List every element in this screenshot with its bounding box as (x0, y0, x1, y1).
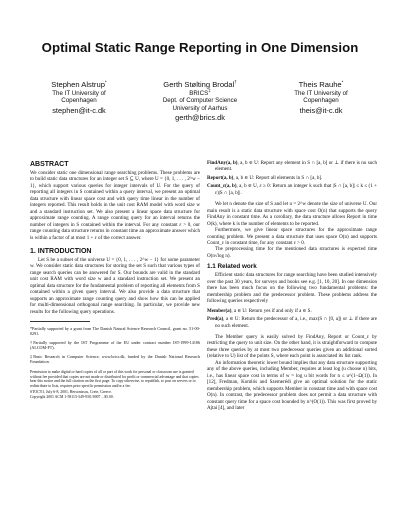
body-paragraph: We let n denote the size of S and let u = 2^w denote the size of universe U. Our main result is a static data structure with space cost O(n) that supports the query FindAny in constant time. As a corollary, the data structure allows Report in time O(k), where k is the number of elements to be reported. (207, 201, 377, 227)
query-name: FindAny(a, b) (207, 160, 238, 166)
copyright-line: Copyright 2001 ACM 1-58113-349-9/01/0007 ...$5.00. (30, 394, 114, 399)
query-name: Report(a, b) (207, 174, 234, 181)
author-affiliation: University of Aarhus (172, 104, 228, 112)
footnote-mark: * (104, 79, 107, 85)
right-column (207, 160, 377, 411)
body-paragraph: Furthermore, we give linear space structures for the approximate range counting problem. We present a data structure that uses space O(n) and supports Count_ε in constant time, for any constant ε > 0. (207, 227, 377, 246)
author-affiliation: The IT University of (294, 90, 348, 97)
author-alstrup (18, 80, 140, 115)
query-definition: Count_ε(a, b), a, b ∈ U, ε ≥ 0: Return an integer k such that |S ∩ [a, b]| ≤ k ≤ (1 + ε)|S ∩ [a, b]|. (207, 183, 378, 196)
paper-title: Optimal Static Range Reporting in One Dimension (41, 40, 359, 55)
author-brodal (139, 80, 261, 122)
author-affiliation: Dept. of Computer Science (162, 97, 238, 105)
body-paragraph: The Member query is easily solved by FindAny, Report or Count_ε by restricting the query to unit size. On the other hand, it is straightforward to compute these three queries by at most two predecessor queries given an additional sorted (relative to U) list of the points S, where each point is associated its list rank. (207, 333, 377, 360)
author-email: stephen@it-c.dk (52, 105, 106, 115)
author-name: Gerth Stølting Brodal (163, 80, 235, 89)
abstract-heading: ABSTRACT (30, 161, 69, 168)
query-definition: Member(a), a ∈ U: Return yes if and only if a ∈ S. (207, 307, 312, 314)
author-name: Theis Rauhe (298, 80, 342, 89)
author-rauhe (260, 80, 382, 115)
author-name: Stephen Alstrup (51, 80, 105, 89)
footnote-rule (30, 321, 90, 322)
copyright-notice: Permission to make digital or hard copies of all or part of this work for personal or classroom use is granted without fee provided that copies are not made or distributed for profit or commercial advantage and that copies bear this notice and the full citation on the first page. To copy otherwise, to republish, to post on servers or to redistribute to lists, requires prior specific permission and/or a fee. (30, 370, 199, 389)
intro-paragraph: Let S be a subset of the universe U = {0, 1, . . . , 2^w − 1} for some parameter w. We consider static data structures for storing the set S such that various types of range search queries can be answered for S. Our bounds are valid in the standard unit cost RAM with word size w and a standard instruction set. We present an optimal data structure for the fundamental problem of reporting all elements from S contained within a given query interval. We also provide a data structure that supports an approximate range counting query and show how this can be applied for multi-dimensional orthogonal range searching. In particular, we provide new results for the following query operations. (30, 256, 200, 315)
venue-line: STOC'01, July 6-8, 2001, Hersonissos, Crete, Greece. (30, 389, 112, 394)
footnote: ‡Basic Research in Computer Science, www.brics.dk, funded by the Danish National Research Foundation. (30, 354, 200, 365)
author-block (18, 80, 382, 150)
author-affiliation: Copenhagen (61, 97, 97, 105)
query-name: Count_ε(a, b) (207, 183, 237, 190)
author-affiliation: Copenhagen (303, 97, 339, 105)
query-name: Member(a) (207, 307, 232, 314)
body-paragraph: An information theoretic lower bound implies that any data structure supporting any of the above queries, including Member, requires at least log (u choose n) bits, i.e., has linear space cost in terms of w = log u bit words for n ≤ u^(1−Ω(1)). In [12], Fredman, Komlós and Szemerédi give an optimal solution for the static membership problem, which supports Member in constant time and with space cost O(n). In contrast, the predecessor problem does not permit a data structure with constant query time for a space cost bounded by n^(O(1)). This was first proved by Ajtai [4], and later (207, 359, 377, 411)
query-definition: Pred(a), a ∈ U: Return the predecessor of a, i.e., max(S ∩ [0, a]) or ⊥ if there are no such element. (207, 316, 377, 329)
footnote-mark: * (341, 79, 344, 85)
body-paragraph: Efficient static data structures for range searching have been studied intensively over the past 30 years, for surveys and books see e.g. [1, 10, 20]. In one dimension there has been much focus on the following two fundamental problems: the membership problem and the predecessor problem. These problems address the following queries respectively (207, 272, 377, 305)
section-heading-related-work: 1.1 Related work (207, 263, 257, 271)
author-affiliation: The IT University of (52, 90, 106, 97)
footnote: *Partially supported by a grant from The Danish Natural Science Research Council, grant no. 51-00-0291. (30, 326, 200, 337)
footnote-mark: ‡ (208, 87, 211, 93)
section-heading-introduction: 1. INTRODUCTION (30, 247, 92, 255)
query-definition: Report(a, b), a, b ∈ U: Report all elements in S ∩ [a, b]. (207, 174, 323, 181)
footnote: †Partially supported by the IST Programme of the EU under contract number IST-1999-14186 (ALCOM-FT). (30, 340, 200, 351)
abstract-text: We consider static one dimensional range searching problems. These problems are to build static data structures for an integer set S ⊆ U, where U = {0, 1, . . . , 2^w − 1}, which support various queries for integer intervals of U. For the query of reporting all integers in S contained within a query interval, we present an optimal data structure with linear space cost and with query time linear in the number of integers reported. This result holds in the unit cost RAM model with word size w and a standard instruction set. We also present a linear space data structure for approximate range counting. A range counting query for an interval returns the number of integers in S contained within the interval. For any constant ε > 0, our range counting data structure returns in constant time an approximate answer which is within a factor of at most 1 + ε of the correct answer. (30, 170, 200, 241)
left-column (30, 160, 200, 399)
query-name: Pred(a) (207, 316, 224, 323)
body-paragraph: The preprocessing time for the mentioned data structures is expected time O(n√log n). (207, 246, 377, 259)
footnote-mark: † (234, 79, 237, 85)
author-email: gerth@brics.dk (175, 112, 225, 122)
author-affiliation: BRICS (189, 90, 209, 97)
author-email: theis@it-c.dk (299, 105, 343, 115)
query-definition: FindAny(a, b), a, b ∈ U: Report any element in S ∩ [a, b] or ⊥ if there is no such element. (207, 160, 377, 173)
